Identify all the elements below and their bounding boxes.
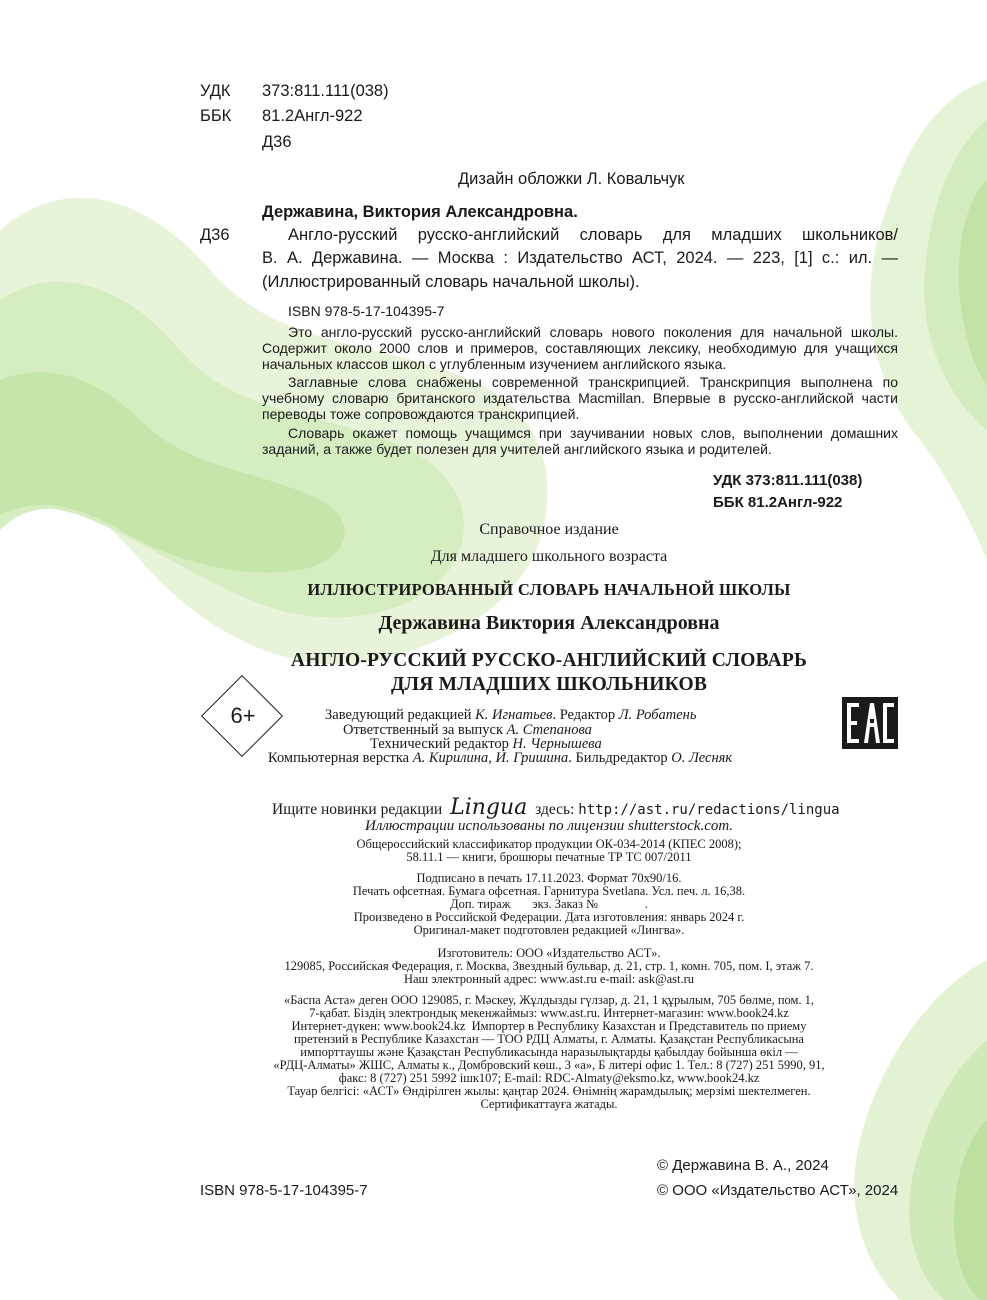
age-rating: 6+ xyxy=(230,703,256,728)
imprint-kazakhstan xyxy=(0,994,987,1111)
biblio-line1: Англо-русский русско-английский словарь для младших школьников/ xyxy=(288,226,898,244)
eac-mark-icon xyxy=(842,697,898,749)
biblio-author-heading: Державина, Виктория Александровна. xyxy=(262,203,578,221)
biblio-line2: В. А. Державина. — Москва : Издательство АСТ, 2024. — 223, [1] с.: ил. — xyxy=(262,249,898,267)
credit-layout-name-2: И. Гришина xyxy=(495,750,569,766)
copyright-author: © Державина В. А., 2024 xyxy=(657,1157,829,1174)
imprint-kz-5: импорттаушы және Қазақстан Республикасында наразылықтарды қабылдау бойынша өкіл — xyxy=(300,1045,798,1059)
imprint-classifier-1: Общероссийский классификатор продукции ОК-034-2014 (КПЕС 2008); xyxy=(356,837,742,851)
lingua-url[interactable]: http://ast.ru/redactions/lingua xyxy=(578,802,840,818)
author-mark: Д36 xyxy=(262,133,292,151)
lingua-suffix: здесь: xyxy=(535,801,575,818)
lingua-logo: Lingua xyxy=(450,795,528,820)
biblio-isbn: ISBN 978-5-17-104395-7 xyxy=(288,303,445,319)
credit-tech-label: Технический редактор xyxy=(370,736,509,752)
biblio-line3: (Иллюстрированный словарь начальной школы). xyxy=(262,273,640,291)
credit-layout-name-1: А. Кирилина xyxy=(412,750,489,766)
credit-bild-name: О. Лесняк xyxy=(671,750,733,766)
imprint-kz-1: «Баспа Аста» деген ООО 129085, г. Мәскеу, Жұлдызды гүлзар, д. 21, 1 құрылым, 705 бөлме, пом. 1, xyxy=(283,993,815,1007)
credit-layout-sep: , xyxy=(488,750,492,766)
series-title: ИЛЛЮСТРИРОВАННЫЙ СЛОВАРЬ НАЧАЛЬНОЙ ШКОЛЫ xyxy=(307,580,791,599)
imprint-kz-3: Интернет-дүкен: www.book24.kz Импортер в Республику Казахстан и Представитель по приему xyxy=(291,1019,807,1033)
cover-design: Дизайн обложки Л. Ковальчук xyxy=(458,170,685,188)
lingua-prefix: Ищите новинки редакции xyxy=(272,801,443,818)
edition-type: Справочное издание xyxy=(479,521,619,538)
imprint-print-2: Печать офсетная. Бумага офсетная. Гарнитура Svetlana. Усл. печ. л. 16,38. xyxy=(352,884,746,898)
author-full-name: Державина Виктория Александровна xyxy=(378,612,720,634)
udk-value: 373:811.111(038) xyxy=(262,82,389,100)
udk-label: УДК xyxy=(200,82,231,100)
isbn-bottom: ISBN 978-5-17-104395-7 xyxy=(200,1182,368,1199)
credit-editor-label: . Редактор xyxy=(552,707,616,723)
imprint-print-3: Доп. тираж экз. Заказ № . xyxy=(450,897,648,911)
imprint-print xyxy=(0,872,987,937)
bbk-value: 81.2Англ-922 xyxy=(262,107,363,125)
age-group: Для младшего школьного возраста xyxy=(430,548,668,565)
credit-editor-name: Л. Робатень xyxy=(618,707,697,723)
credit-head-label: Заведующий редакцией xyxy=(325,707,472,723)
imprint-kz-9: Сертификаттауға жатады. xyxy=(480,1097,618,1111)
imprint-produced-1: Произведено в Российской Федерации. Дата изготовления: январь 2024 г. xyxy=(353,910,745,924)
credit-tech-name: Н. Чернышева xyxy=(512,736,602,752)
credit-head-name: К. Игнатьев xyxy=(475,707,553,723)
annotation-paragraph-3: Словарь окажет помощь учащимся при заучивании новых слов, выполнении домашних заданий, а также будет полезен для учителей английского языка и родителей. xyxy=(262,425,898,457)
illustrations-license: Иллюстрации использованы по лицензии shutterstock.com. xyxy=(365,818,733,834)
credit-bild-label: . Бильдредактор xyxy=(568,750,668,766)
annotation-paragraph-1: Это англо-русский русско-английский словарь нового поколения для начальной школы. Содержит около 2000 слов и примеров, составляющих лексику, необходимую для учащихся начальных классов школ с углубленным изучением английского языка. xyxy=(262,324,898,372)
imprint-kz-6: «РДЦ-Алматы» ЖШС, Алматы к., Домбровский көш., 3 «а», Б литері офис 1. Тел.: 8 (727) 251 5990, 91, xyxy=(273,1058,825,1072)
copyright-publisher: © ООО «Издательство АСТ», 2024 xyxy=(657,1182,899,1199)
imprint-maker-3: Наш электронный адрес: www.ast.ru e-mail: ask@ast.ru xyxy=(403,972,695,986)
lingua-line xyxy=(272,795,840,820)
imprint-classifier-2: 58.11.1 — книги, брошюры печатные ТР ТС 007/2011 xyxy=(406,850,692,864)
annotation-paragraph-2: Заглавные слова снабжены современной транскрипцией. Транскрипция выполнена по учебному словарю британского издательства Macmillan. Впервые в русско-английской части переводы тоже сопровождаются транскрипцией. xyxy=(262,374,898,422)
book-title-line-1: АНГЛО-РУССКИЙ РУССКО-АНГЛИЙСКИЙ СЛОВАРЬ xyxy=(290,650,808,671)
bbk-label: ББК xyxy=(200,107,232,125)
imprint-produced-2: Оригинал-макет подготовлен редакцией «Лингва». xyxy=(413,923,685,937)
imprint-kz-7: факс: 8 (727) 251 5992 ішк107; E-mail: RDC-Almaty@eksmo.kz, www.book24.kz xyxy=(338,1071,760,1085)
imprint-kz-4: претензий в Республике Казахстан — ТОО РДЦ Алматы, г. Алматы. Қазақстан Республикасына xyxy=(294,1032,804,1046)
codes-udk: УДК 373:811.111(038) xyxy=(713,472,863,489)
credit-responsible-name: А. Степанова xyxy=(506,722,592,738)
imprint-kz-8: Тауар белгісі: «АСТ» Өндірілген жылы: қаңтар 2024. Өнімнің жарамдылық; мерзімі шектелмеген. xyxy=(287,1084,811,1098)
imprint-maker xyxy=(0,947,987,986)
imprint-print-1: Подписано в печать 17.11.2023. Формат 70х90/16. xyxy=(416,871,682,885)
codes-bbk: ББК 81.2Англ-922 xyxy=(713,494,843,511)
credit-responsible-label: Ответственный за выпуск xyxy=(343,722,504,738)
biblio-mark: Д36 xyxy=(200,226,230,244)
imprint-maker-1: Изготовитель: ООО «Издательство АСТ». xyxy=(437,946,661,960)
credit-layout-label: Компьютерная верстка xyxy=(268,750,410,766)
book-title-line-2: ДЛЯ МЛАДШИХ ШКОЛЬНИКОВ xyxy=(390,674,708,695)
credits-line-4 xyxy=(268,750,732,767)
imprint-maker-2: 129085, Российская Федерация, г. Москва, Звездный бульвар, д. 21, стр. 1, комн. 705, пом. I, этаж 7. xyxy=(284,959,814,973)
imprint-classifier xyxy=(0,838,987,864)
imprint-kz-2: 7-қабат. Біздің электрондық мекенжаймыз: www.ast.ru. Интернет-магазин: www.book24.kz xyxy=(309,1006,789,1020)
